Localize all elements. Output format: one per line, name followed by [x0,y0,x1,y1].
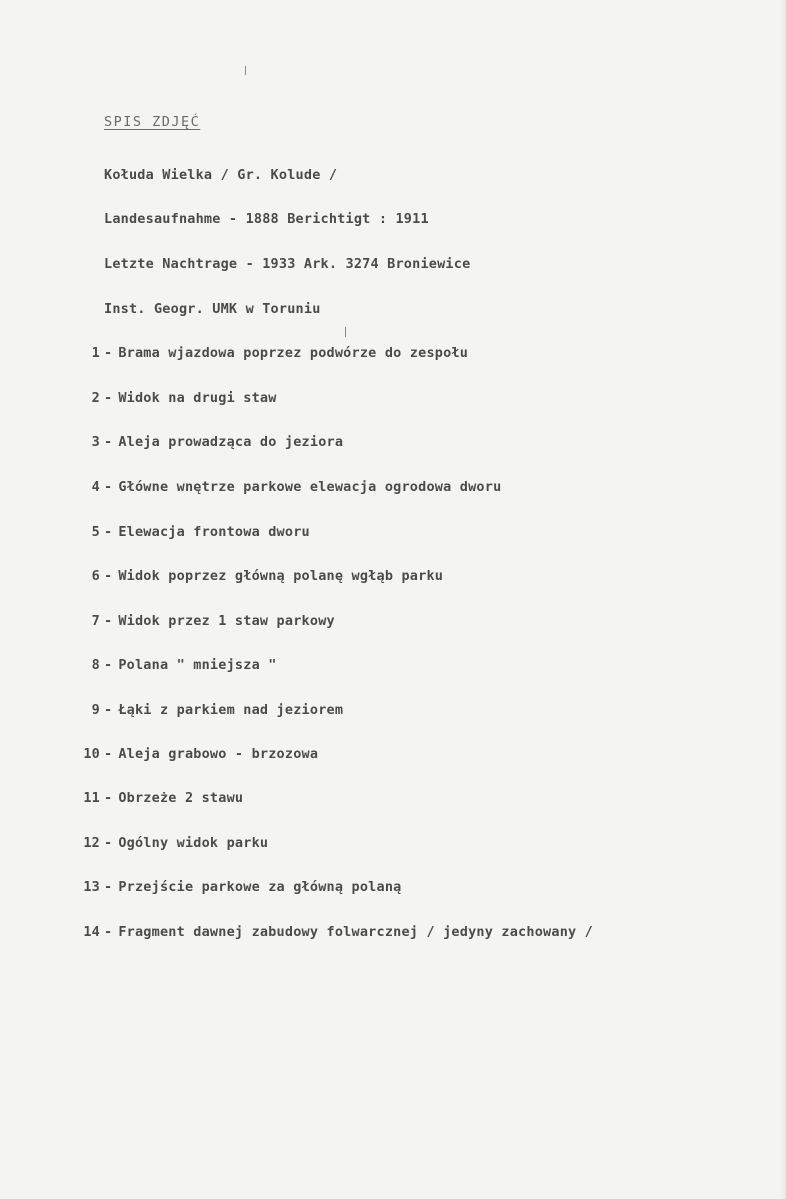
stray-mark [345,327,346,337]
stray-mark [245,66,246,75]
item-number: 12 [83,835,100,851]
item-caption: Przejście parkowe za główną polaną [118,879,402,895]
item-separator: - [104,390,113,406]
item-number: 2 [91,390,100,406]
item-separator: - [104,434,113,450]
item-separator: - [104,702,113,718]
list-item [72,568,443,584]
list-item [72,746,318,762]
item-number: 14 [83,924,100,940]
item-number: 13 [83,879,100,895]
item-number: 1 [91,345,100,361]
item-caption: Obrzeże 2 stawu [118,790,244,806]
list-item [72,657,277,673]
item-number: 8 [91,657,100,673]
item-caption: Aleja grabowo - brzozowa [118,746,319,762]
header-line-location: Kołuda Wielka / Gr. Kolude / [104,167,338,183]
list-item [72,924,593,940]
header-line-institute: Inst. Geogr. UMK w Toruniu [104,301,321,317]
item-number: 10 [83,746,100,762]
header-line-nachtrage: Letzte Nachtrage - 1933 Ark. 3274 Broniewice [104,256,471,272]
item-number: 5 [91,524,100,540]
item-number: 11 [83,790,100,806]
item-separator: - [104,524,113,540]
item-caption: Widok poprzez główną polanę wgłąb parku [118,568,444,584]
item-caption: Ogólny widok parku [118,835,269,851]
item-separator: - [104,746,113,762]
item-caption: Brama wjazdowa poprzez podwórze do zespołu [118,345,469,361]
item-number: 6 [91,568,100,584]
header-line-landesaufnahme: Landesaufnahme - 1888 Berichtigt : 1911 [104,211,429,227]
item-separator: - [104,835,113,851]
list-item [72,790,243,806]
list-item [72,702,343,718]
item-caption: Aleja prowadząca do jeziora [118,434,344,450]
item-caption: Elewacja frontowa dworu [118,524,310,540]
item-separator: - [104,924,113,940]
item-separator: - [104,879,113,895]
item-separator: - [104,657,113,673]
item-caption: Widok na drugi staw [118,390,277,406]
item-caption: Widok przez 1 staw parkowy [118,613,335,629]
item-separator: - [104,613,113,629]
list-item [72,345,468,361]
document-title: SPIS ZDJĘĆ [104,114,201,130]
item-separator: - [104,345,113,361]
item-separator: - [104,790,113,806]
item-number: 4 [91,479,100,495]
list-item [72,835,268,851]
list-item [72,479,501,495]
list-item [72,434,343,450]
item-caption: Łąki z parkiem nad jeziorem [118,702,344,718]
item-number: 9 [91,702,100,718]
list-item [72,524,310,540]
item-number: 7 [91,613,100,629]
item-caption: Polana " mniejsza " [118,657,277,673]
item-caption: Główne wnętrze parkowe elewacja ogrodowa dworu [118,479,502,495]
item-caption: Fragment dawnej zabudowy folwarcznej / jedyny zachowany / [118,924,594,940]
list-item [72,390,277,406]
list-item [72,879,401,895]
item-separator: - [104,479,113,495]
list-item [72,613,335,629]
item-number: 3 [91,434,100,450]
item-separator: - [104,568,113,584]
